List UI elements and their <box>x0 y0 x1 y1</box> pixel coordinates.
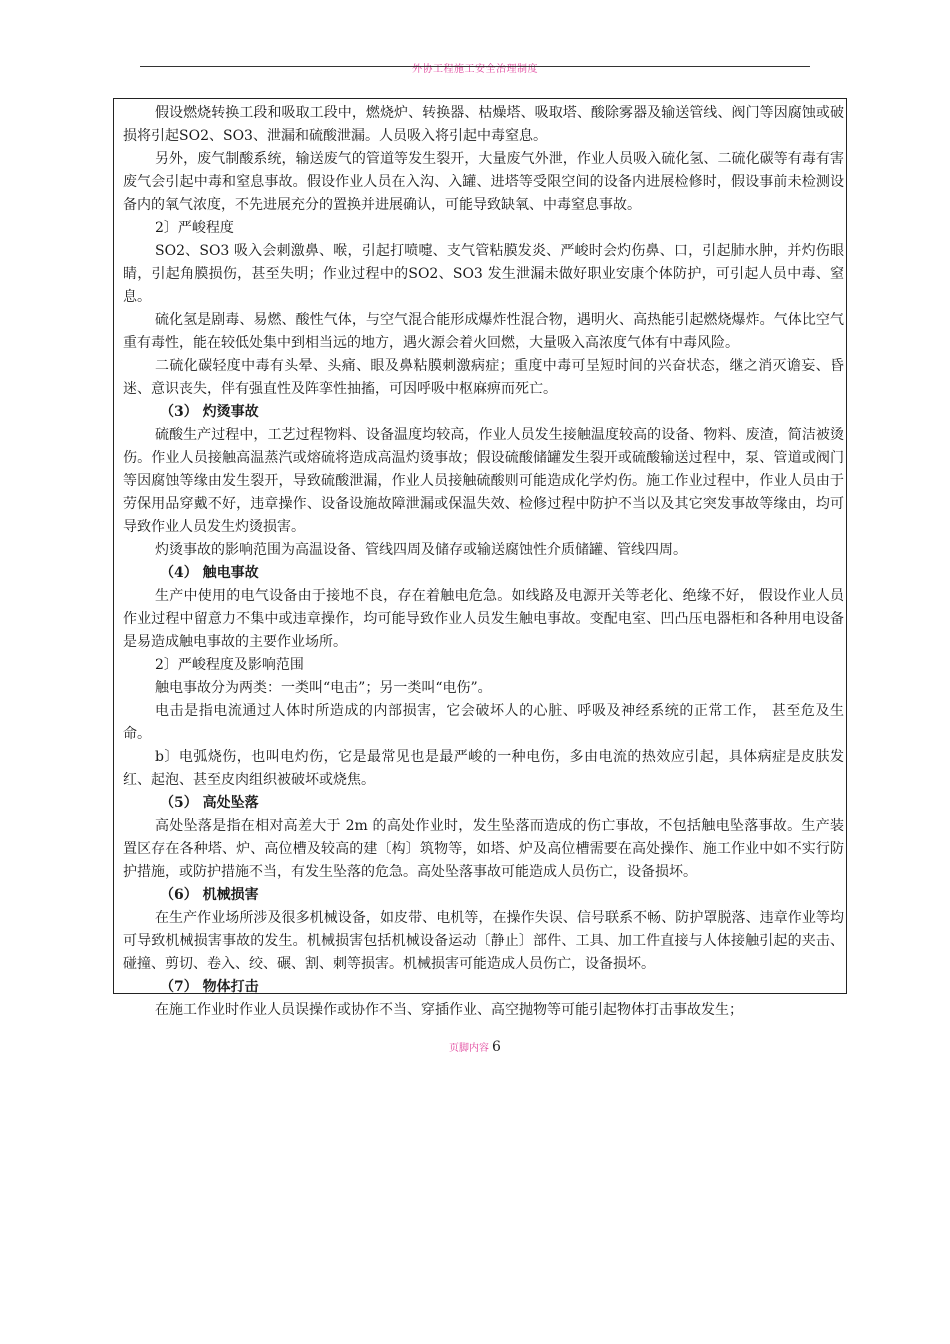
paragraph: b〕电弧烧伤，也叫电灼伤，它是最常见也是最严峻的一种电伤，多由电流的热效应引起，具体病症是皮肤发红、起泡、甚至皮肉组织被破坏或烧焦。 <box>123 749 844 788</box>
header-divider <box>140 66 810 67</box>
paragraph: 假设燃烧转换工段和吸取工段中，燃烧炉、转换器、枯燥塔、吸取塔、酸除雾器及输送管线、阀门等因腐蚀或破损将引起SO2、SO3、泄漏和硫酸泄漏。人员吸入将引起中毒窒息。 <box>123 105 844 144</box>
paragraph: SO2、SO3 吸入会刺激鼻、喉，引起打喷嚏、支气管粘膜发炎、严峻时会灼伤鼻、口，引起肺水肿，并灼伤眼睛，引起角膜损伤，甚至失明；作业过程中的SO2、SO3 发生泄漏未做好职业安康个体防护，可引起人员中毒、窒息。 <box>123 243 844 305</box>
section-heading: （7） 物体打击 <box>160 979 259 995</box>
page-number: 6 <box>492 1038 501 1055</box>
page-header-title: 外协工程施工安全治理制度 <box>412 64 538 75</box>
section-heading: （6） 机械损害 <box>160 887 259 903</box>
paragraph: 在施工作业时作业人员误操作或协作不当、穿插作业、高空抛物等可能引起物体打击事故发生； <box>155 1002 743 1018</box>
paragraph: 在生产作业场所涉及很多机械设备，如皮带、电机等，在操作失误、信号联系不畅、防护罩脱落、违章作业等均可导致机械损害事故的发生。机械损害包括机械设备运动〔静止〕部件、工具、加工件直接与人体接触引起的夹击、碰撞、剪切、卷入、绞、碾、割、刺等损害。机械损害可能造成人员伤亡，设备损坏。 <box>123 910 844 972</box>
page-footer <box>0 1036 950 1055</box>
subheading: 2〕严峻程度 <box>155 220 234 236</box>
content-box <box>113 98 847 1018</box>
paragraph: 硫化氢是剧毒、易燃、酸性气体，与空气混合能形成爆炸性混合物，遇明火、高热能引起燃烧爆炸。气体比空气重有毒性，能在较低处集中到相当远的地方，遇火源会着火回燃，大量吸入高浓度气体有中毒风险。 <box>123 312 844 351</box>
section-heading: （3） 灼烫事故 <box>160 404 259 420</box>
paragraph: 触电事故分为两类：一类叫“电击”；另一类叫“电伤”。 <box>155 680 492 696</box>
paragraph: 二硫化碳轻度中毒有头晕、头痛、眼及鼻粘膜刺激病症；重度中毒可呈短时间的兴奋状态，继之消灭谵妄、昏迷、意识丧失，伴有强直性及阵挛性抽搐，可因呼吸中枢麻痹而死亡。 <box>123 358 844 397</box>
paragraph: 硫酸生产过程中，工艺过程物料、设备温度均较高，作业人员发生接触温度较高的设备、物料、废渣，简洁被烫伤。作业人员接触高温蒸汽或熔硫将造成高温灼烫事故；假设硫酸储罐发生裂开或硫酸输送过程中，泵、管道或阀门等因腐蚀等缘由发生裂开，导致硫酸泄漏，作业人员接触硫酸则可能造成化学灼伤。施工作业过程中，作业人员由于劳保用品穿戴不好，违章操作、设备设施故障泄漏或保温失效、检修过程中防护不当以及其它突发事故等缘由，均可导致作业人员发生灼烫损害。 <box>123 427 844 535</box>
section-heading: （5） 高处坠落 <box>160 795 259 811</box>
paragraph: 生产中使用的电气设备由于接地不良，存在着触电危急。如线路及电源开关等老化、绝缘不好， 假设作业人员作业过程中留意力不集中或违章操作，均可能导致作业人员发生触电事故。变配电室、凹凸压电器柜和各种用电设备是易造成触电事故的主要作业场所。 <box>123 588 844 650</box>
paragraph: 电击是指电流通过人体时所造成的内部损害，它会破坏人的心脏、呼吸及神经系统的正常工作， 甚至危及生命。 <box>123 703 844 742</box>
paragraph: 高处坠落是指在相对高差大于 2m 的高处作业时，发生坠落而造成的伤亡事故，不包括触电坠落事故。生产装置区存在各种塔、炉、高位槽及较高的建〔构〕筑物等，如塔、炉及高位槽需要在高处操作、施工作业中如不实行防护措施，或防护措施不当，有发生坠落的危急。高处坠落事故可能造成人员伤亡，设备损坏。 <box>123 818 844 880</box>
section-heading: （4） 触电事故 <box>160 565 259 581</box>
footer-label: 页脚内容 <box>449 1043 490 1054</box>
paragraph: 灼烫事故的影响范围为高温设备、管线四周及储存或输送腐蚀性介质储罐、管线四周。 <box>155 542 687 558</box>
subheading: 2〕严峻程度及影响范围 <box>155 657 304 673</box>
paragraph: 另外，废气制酸系统，输送废气的管道等发生裂开，大量废气外泄，作业人员吸入硫化氢、二硫化碳等有毒有害废气会引起中毒和窒息事故。假设作业人员在入沟、入罐、进塔等受限空间的设备内进展检修时，假设事前未检测设备内的氧气浓度，不先进展充分的置换并进展确认，可能导致缺氧、中毒窒息事故。 <box>123 151 844 213</box>
